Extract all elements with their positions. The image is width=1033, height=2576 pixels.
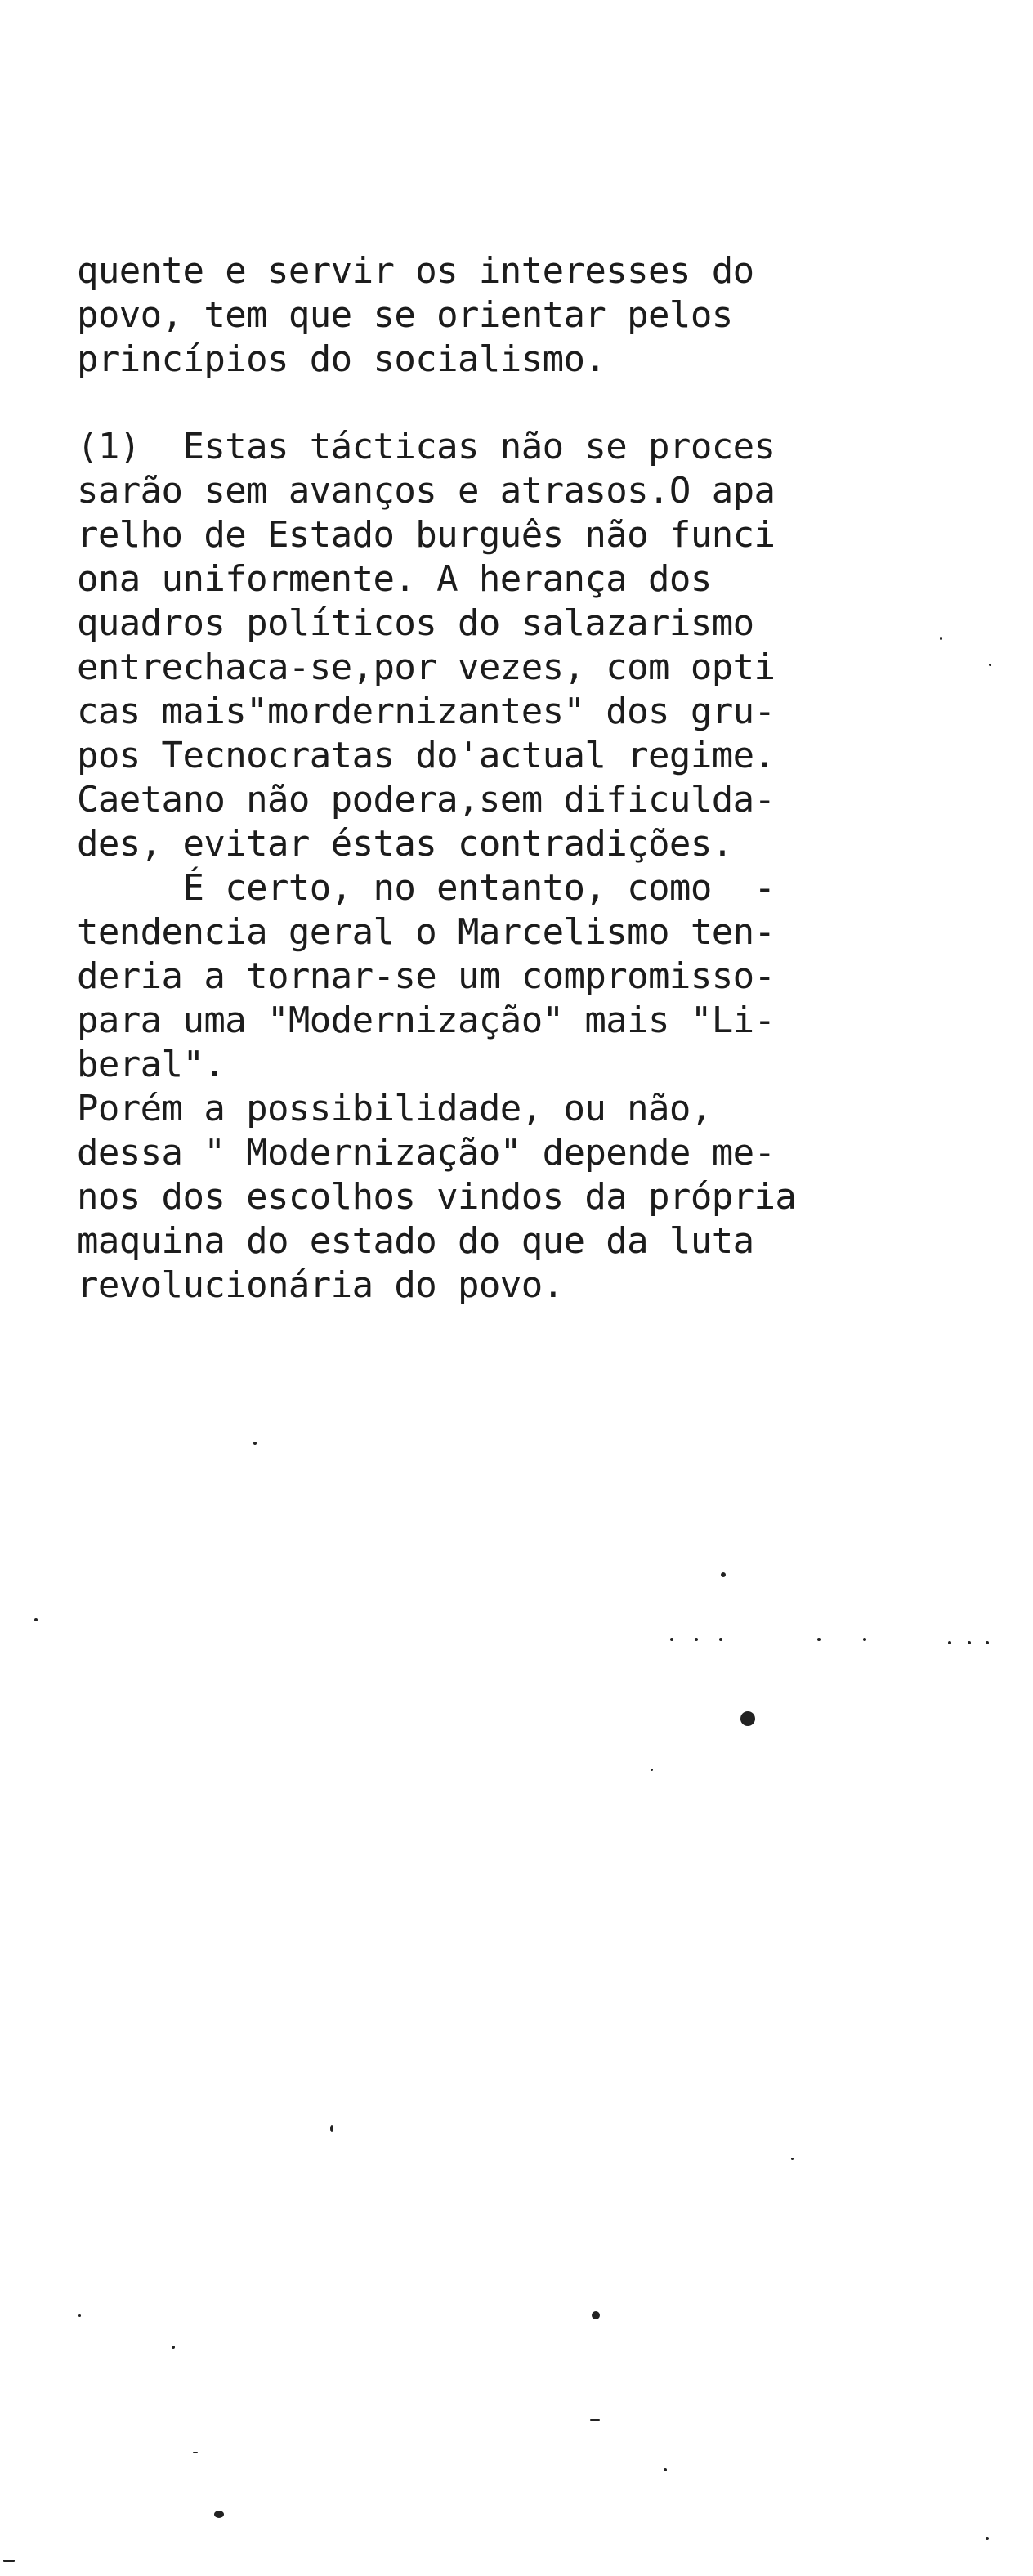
scan-speck (740, 1711, 755, 1726)
text-line: beral". (77, 1044, 226, 1085)
scan-speck (986, 1641, 989, 1644)
scan-speck (695, 1638, 698, 1641)
text-line: tendencia geral o Marcelismo ten- (77, 911, 776, 953)
text-line: revolucionária do povo. (77, 1264, 564, 1306)
scan-speck (78, 2314, 81, 2317)
text-line: entrechaca-se,por vezes, com opti (77, 646, 776, 688)
scan-speck (948, 1641, 951, 1644)
text-line: ona uniformente. A herança dos (77, 558, 712, 600)
text-line: pos Tecnocratas do'actual regime. (77, 735, 776, 776)
scan-speck (986, 2537, 989, 2540)
scan-speck (940, 637, 942, 640)
text-line: Porém a possibilidade, ou não, (77, 1088, 712, 1129)
text-line: deria a tornar-se um compromisso- (77, 955, 776, 997)
text-line: nos dos escolhos vindos da própria (77, 1176, 797, 1218)
text-line: relho de Estado burguês não funci (77, 514, 776, 556)
scan-speck (330, 2125, 333, 2132)
scan-speck (817, 1638, 821, 1641)
scan-speck (670, 1638, 673, 1641)
scan-speck (592, 2311, 600, 2319)
text-line: povo, tem que se orientar pelos (77, 294, 733, 336)
scan-speck (664, 2468, 667, 2471)
paragraph-continuation (77, 249, 894, 382)
text-line: des, evitar éstas contradições. (77, 823, 733, 865)
text-line: para uma "Modernização" mais "Li- (77, 1000, 776, 1041)
footnote-paragraph (77, 425, 894, 1308)
text-line: princípios do socialismo. (77, 338, 606, 380)
text-line: cas mais"mordernizantes" dos gru- (77, 691, 776, 732)
scan-speck (651, 1769, 653, 1771)
scan-speck (253, 1442, 257, 1445)
text-line: É certo, no entanto, como - (77, 867, 776, 909)
scan-speck (34, 1618, 38, 1621)
scan-speck (721, 1572, 726, 1577)
text-line: maquina do estado do que da luta (77, 1220, 754, 1262)
scan-speck (172, 2346, 175, 2349)
scan-speck (193, 2452, 198, 2453)
text-line: dessa " Modernização" depende me- (77, 1132, 776, 1174)
text-line: quente e servir os interesses do (77, 250, 754, 292)
scan-speck (590, 2419, 600, 2421)
scan-speck (3, 2560, 15, 2562)
text-line: quadros políticos do salazarismo (77, 602, 754, 644)
scan-speck (863, 1638, 866, 1641)
text-line: (1) Estas tácticas não se proces (77, 426, 776, 467)
scan-speck (968, 1641, 971, 1644)
scan-speck (214, 2511, 224, 2518)
text-line: Caetano não podera,sem dificulda- (77, 779, 776, 821)
scan-speck (719, 1638, 722, 1641)
scan-speck (791, 2158, 794, 2160)
text-line: sarão sem avanços e atrasos.O apa (77, 470, 776, 512)
scan-speck (989, 664, 991, 666)
